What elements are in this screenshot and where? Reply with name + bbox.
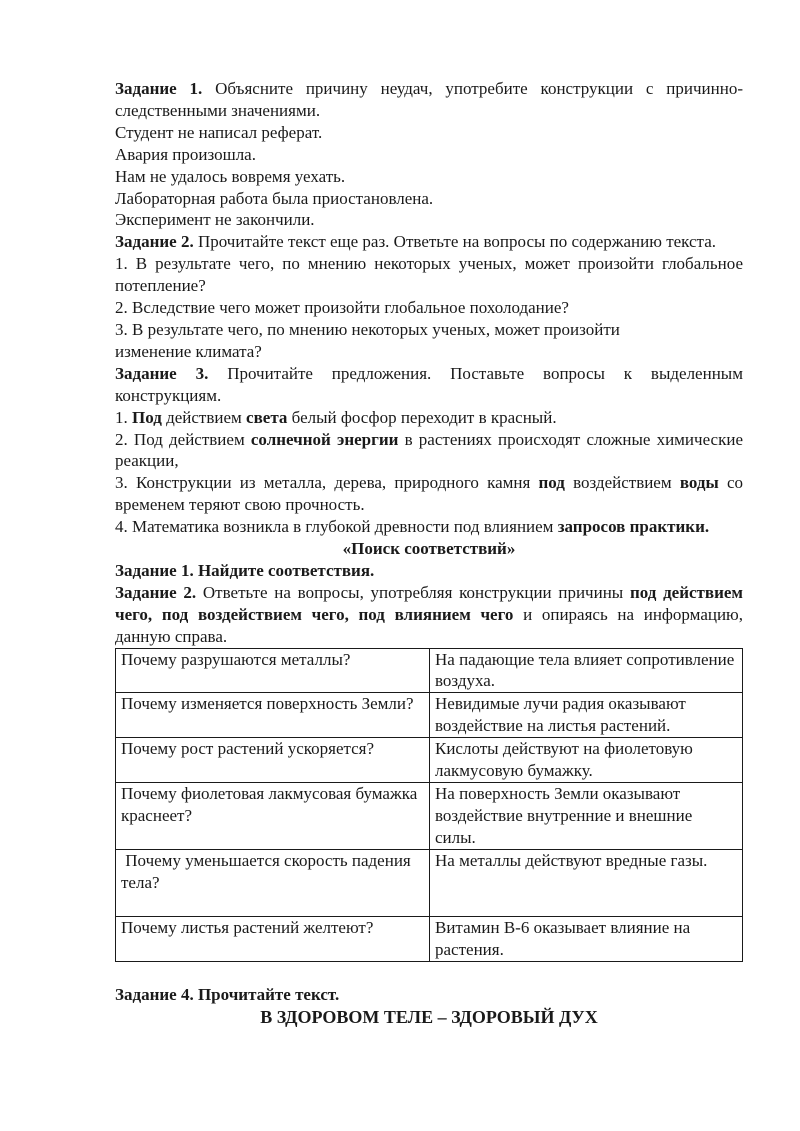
highlight: под xyxy=(538,473,565,493)
task2-question-3a: 3. В результате чего, по мнению некоторых ученых, может произойти xyxy=(115,319,620,339)
question-cell: Почему рост растений ускоряется? xyxy=(116,738,430,783)
sentence-text: 4. Математика возникла в глубокой древности под влиянием xyxy=(115,517,558,537)
spacer xyxy=(115,962,743,984)
highlight: Под xyxy=(132,407,162,427)
matching-task1-text: Задание 1. Найдите соответствия. xyxy=(115,560,375,580)
matching-task2-text: и опираясь на информацию, данную справа. xyxy=(115,604,744,646)
task2-label: Задание 2. xyxy=(115,232,194,252)
sentence-text: действием xyxy=(161,407,247,427)
task2-question-3b: изменение климата? xyxy=(115,341,262,361)
table-row xyxy=(116,849,743,916)
task3-instruction xyxy=(115,363,743,407)
task1-line: Лабораторная работа была приостановлена. xyxy=(115,188,434,208)
sentence-text: в растениях происходят сложные химические реакции, xyxy=(115,429,743,471)
task2-text: Прочитайте текст еще раз. Ответьте на вопросы по содержанию текста. xyxy=(193,232,716,252)
task1-line: Студент не написал реферат. xyxy=(115,122,323,142)
sentence-text: 2. Под действием xyxy=(115,429,251,449)
sentence-text: 1. xyxy=(115,407,132,427)
task4-instruction xyxy=(115,984,743,1006)
sentence-text: белый фосфор переходит в красный. xyxy=(287,407,557,427)
task1-label: Задание 1. xyxy=(115,79,203,98)
task1-line: Эксперимент не закончили. xyxy=(115,210,315,230)
matching-table xyxy=(115,648,743,962)
table-row xyxy=(116,648,743,693)
task3-label: Задание 3. xyxy=(115,363,209,383)
answer-cell: На падающие тела влияет сопротивление воздуха. xyxy=(430,648,743,693)
question-cell: Почему фиолетовая лакмусовая бумажка краснеет? xyxy=(116,783,430,850)
answer-cell: На металлы действуют вредные газы. xyxy=(430,849,743,916)
question-cell: Почему уменьшается скорость падения тела? xyxy=(116,849,430,916)
sentence-2 xyxy=(115,429,743,473)
task2-instruction xyxy=(115,231,743,253)
section-title xyxy=(115,538,743,560)
answer-cell: Витамин В-6 оказывает влияние на растения. xyxy=(430,916,743,961)
sentence-text: воздействием xyxy=(564,473,680,493)
highlight: запросов практики. xyxy=(557,517,710,537)
sentence-text: 3. Конструкции из металла, дерева, природного камня xyxy=(115,473,539,493)
table-row xyxy=(116,738,743,783)
highlight: света xyxy=(246,407,288,427)
question-cell: Почему изменяется поверхность Земли? xyxy=(116,693,430,738)
task1-text: Объясните причину неудач, употребите конструкции с причинно-следственными значениями. xyxy=(115,79,743,120)
sentence-text: со временем теряют свою прочность. xyxy=(115,473,744,515)
task3-text: Прочитайте предложения. Поставьте вопросы к выделенным конструкциям. xyxy=(115,363,743,405)
table-row xyxy=(116,783,743,850)
task2-question-1: 1. В результате чего, по мнению некоторых ученых, может произойти глобальное потепление? xyxy=(115,254,743,296)
matching-task2-text: Ответьте на вопросы, употребляя конструкции причины xyxy=(196,582,630,602)
task2-question-2: 2. Вследствие чего может произойти глобальное похолодание? xyxy=(115,298,569,318)
task1-line: Авария произошла. xyxy=(115,144,256,164)
task4-text: Задание 4. Прочитайте текст. xyxy=(115,984,340,1004)
sentence-4 xyxy=(115,516,743,538)
task1-line: Нам не удалось вовремя уехать. xyxy=(115,166,346,186)
answer-cell: Невидимые лучи радия оказывают воздействие на листья растений. xyxy=(430,693,743,738)
question-cell: Почему разрушаются металлы? xyxy=(116,648,430,693)
table-row xyxy=(116,693,743,738)
question-cell: Почему листья растений желтеют? xyxy=(116,916,430,961)
answer-cell: Кислоты действуют на фиолетовую лакмусовую бумажку. xyxy=(430,738,743,783)
highlight: солнечной энергии xyxy=(250,429,399,449)
task1-instruction xyxy=(115,78,743,122)
document-page xyxy=(115,78,743,1029)
text-heading-text: В ЗДОРОВОМ ТЕЛЕ – ЗДОРОВЫЙ ДУХ xyxy=(260,1007,598,1028)
table-row xyxy=(116,916,743,961)
matching-task2-highlight: под действием чего, под воздействием чего, под влиянием чего xyxy=(115,582,744,624)
sentence-3 xyxy=(115,472,743,516)
answer-cell: На поверхность Земли оказывают воздействие внутренние и внешние силы. xyxy=(430,783,743,850)
sentence-1 xyxy=(115,407,743,429)
highlight: воды xyxy=(679,473,719,493)
matching-task1 xyxy=(115,560,743,582)
matching-task2-label: Задание 2. xyxy=(115,582,197,602)
matching-task2 xyxy=(115,582,743,648)
text-heading xyxy=(115,1007,743,1029)
section-title-text: «Поиск соответствий» xyxy=(342,539,516,559)
